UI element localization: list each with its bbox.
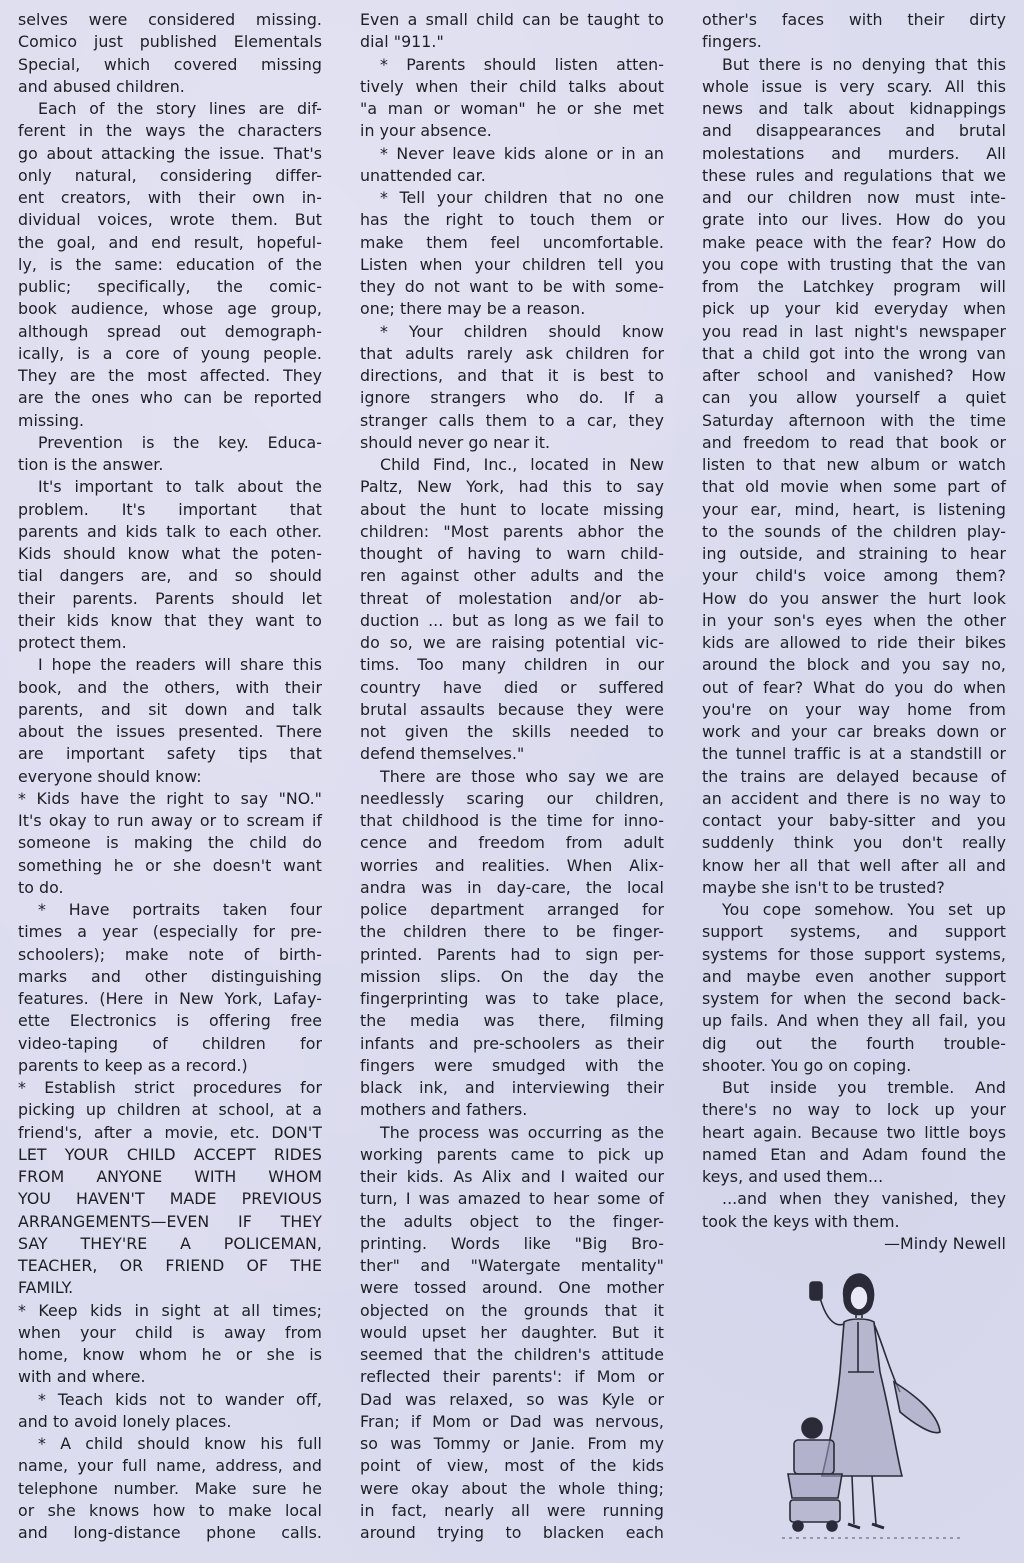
text-line: shooter. You go on coping. xyxy=(702,1055,912,1075)
text-line: parents to keep as a record.) xyxy=(18,1055,248,1075)
text-line: were tossed around. One mother xyxy=(360,1278,664,1298)
text-line: book audience, whose age group, xyxy=(18,299,322,319)
text-line: tial dangers are, and so should xyxy=(18,566,322,586)
text-line: reflected their parents': if Mom or xyxy=(360,1367,664,1387)
text-line: telephone number. Make sure he xyxy=(18,1478,322,1498)
text-line: marks and other distinguishing xyxy=(18,966,322,986)
text-line: about the issues presented. There xyxy=(18,722,322,741)
text-line: YOU HAVEN'T MADE PREVIOUS xyxy=(18,1189,322,1209)
text-line: I hope the readers will share this xyxy=(38,655,322,675)
text-line: heart again. Because two little boys xyxy=(702,1122,1006,1142)
text-line: parents and kids talk to each other. xyxy=(18,521,322,541)
text-line: named Etan and Adam found the xyxy=(702,1144,1006,1164)
text-line: tion is the answer. xyxy=(18,455,164,474)
text-line: grate into our lives. How do you xyxy=(702,210,1006,230)
text-line: Child Find, Inc., located in New xyxy=(380,455,664,474)
text-line: needlessly scaring our children, xyxy=(360,788,664,808)
text-line: The process was occurring as the xyxy=(380,1122,664,1142)
text-line: * Have portraits taken four xyxy=(38,900,322,919)
text-line: and long-distance phone calls. xyxy=(18,1523,322,1542)
text-line: infants and pre-schoolers as their xyxy=(360,1033,664,1053)
text-line: your ear, mind, heart, is listening xyxy=(702,499,1006,519)
text-line: You cope somehow. You set up xyxy=(722,900,1006,919)
text-line: Saturday afternoon with the time xyxy=(702,410,1006,430)
text-line: LET YOUR CHILD ACCEPT RIDES xyxy=(18,1144,322,1164)
text-line: out of fear? What do you do when xyxy=(702,677,1006,697)
text-line: that a child got into the wrong van xyxy=(702,343,1006,363)
text-line: * Parents should listen atten- xyxy=(380,54,664,74)
text-line: But inside you tremble. And xyxy=(722,1078,1006,1097)
text-line: only natural, considering differ- xyxy=(18,165,322,185)
text-column-3 xyxy=(702,9,1006,1255)
text-line: would upset her daughter. But it xyxy=(360,1322,664,1342)
text-line: the children there to be finger- xyxy=(360,922,664,942)
text-line: name, your full name, address, and xyxy=(18,1456,322,1476)
text-line: Fran; if Mom or Dad was nervous, xyxy=(360,1411,664,1431)
text-line: one; there may be a reason. xyxy=(360,299,586,319)
text-line: objected on the grounds that it xyxy=(360,1300,664,1320)
text-line: were okay about the whole thing; xyxy=(360,1478,664,1498)
text-line: or she knows how to make local xyxy=(18,1500,322,1520)
text-line: printed. Parents had to sign per- xyxy=(360,944,664,964)
column-3-lines xyxy=(702,9,1006,1233)
text-line: * Teach kids not to wander off, xyxy=(38,1389,322,1409)
text-line: threat of molestation and/or ab- xyxy=(360,588,664,608)
text-line: systems for those support systems, xyxy=(702,944,1006,964)
text-line: whole issue is very scary. All this xyxy=(702,76,1006,96)
text-line: brutal assaults because they were xyxy=(360,699,664,719)
text-line: public; specifically, the comic- xyxy=(18,277,322,296)
text-line: tims. Too many children in our xyxy=(360,655,664,675)
text-line: black ink, and interviewing their xyxy=(360,1078,664,1097)
text-line: ette Electronics is offering free xyxy=(18,1011,322,1031)
text-line: make peace with the fear? How do xyxy=(702,232,1006,252)
text-line: molestations and murders. All xyxy=(702,143,1006,163)
text-line: ren against other adults and the xyxy=(360,566,664,586)
text-line: Even a small child can be taught to xyxy=(360,10,664,29)
text-line: andra was in day-care, the local xyxy=(360,877,664,897)
text-line: work and your car breaks down or xyxy=(702,722,1006,741)
text-line: you cope with trusting that the van xyxy=(702,254,1006,274)
text-line: that childhood is the time for inno- xyxy=(360,811,664,830)
text-line: go about attacking the issue. That's xyxy=(18,143,322,163)
text-line: seemed that the children's attitude xyxy=(360,1345,664,1364)
text-line: ther" and "Watergate mentality" xyxy=(360,1256,664,1275)
text-line: to do. xyxy=(18,877,64,897)
text-line: and disappearances and brutal xyxy=(702,121,1006,141)
text-line: in fact, nearly all were running xyxy=(360,1500,664,1520)
text-line: fingerprinting was to take place, xyxy=(360,989,664,1008)
text-line: Prevention is the key. Educa- xyxy=(38,432,322,452)
text-line: FAMILY. xyxy=(18,1278,74,1298)
text-line: kids are allowed to ride their bikes xyxy=(702,633,1006,652)
text-line: Dad was relaxed, so was Kyle or xyxy=(360,1389,664,1409)
text-line: around trying to blacken each xyxy=(360,1523,664,1542)
text-line: after school and vanished? How xyxy=(702,366,1006,385)
text-line: are important safety tips that xyxy=(18,744,322,764)
text-line: ignore strangers who do. If a xyxy=(360,388,664,408)
text-line: home, know whom he or she is xyxy=(18,1345,322,1364)
text-line: problem. It's important that xyxy=(18,499,322,519)
text-line: with and where. xyxy=(18,1367,146,1387)
text-line: their kids know that they want to xyxy=(18,610,322,630)
text-line: know her all that well after all and xyxy=(702,855,1006,875)
text-line: around the block and you say no, xyxy=(702,655,1006,675)
text-line: should never go near it. xyxy=(360,432,551,452)
text-line: cence and freedom from adult xyxy=(360,833,664,853)
text-line: mothers and fathers. xyxy=(360,1100,528,1120)
text-line: directions, and that it is best to xyxy=(360,366,664,385)
text-line: fingers. xyxy=(702,32,762,52)
text-line: Listen when your children tell you xyxy=(360,254,664,274)
text-line: ferent in the ways the characters xyxy=(18,121,322,141)
text-line: and abused children. xyxy=(18,76,185,96)
text-line: ing outside, and straining to hear xyxy=(702,544,1006,563)
text-line: an accident and there is no way to xyxy=(702,788,1006,808)
text-line: not given the skills needed to xyxy=(360,722,664,741)
text-line: It's okay to run away or to scream if xyxy=(18,811,322,830)
text-line: * Tell your children that no one xyxy=(380,188,664,207)
text-line: book, and the others, with their xyxy=(18,677,322,697)
text-line: mission slips. On the day the xyxy=(360,966,664,986)
text-line: But there is no denying that this xyxy=(722,54,1006,74)
text-line: to the sounds of the children play- xyxy=(702,521,1006,541)
text-line: about the hunt to locate missing xyxy=(360,499,664,519)
text-line: ...and when they vanished, they xyxy=(722,1189,1006,1209)
text-line: other's faces with their dirty xyxy=(702,10,1006,29)
text-line: are the ones who can be reported xyxy=(18,388,322,408)
text-column-2 xyxy=(360,9,664,1544)
text-line: tively when their child talks about xyxy=(360,76,664,96)
text-line: listen to that new album or watch xyxy=(702,455,1006,474)
text-line: up fails. And when they all fail, you xyxy=(702,1011,1006,1031)
text-line: fingers were smudged with the xyxy=(360,1055,664,1075)
text-line: printing. Words like "Big Bro- xyxy=(360,1233,664,1253)
text-line: Each of the story lines are dif- xyxy=(38,99,322,118)
text-line: * A child should know his full xyxy=(38,1434,322,1453)
text-line: ically, is a core of young people. xyxy=(18,343,322,363)
text-line: children: "Most parents abhor the xyxy=(360,521,664,541)
text-line: the tunnel traffic is at a standstill or xyxy=(702,744,1006,764)
text-line: * Your children should know xyxy=(380,321,664,341)
text-line: They are the most affected. They xyxy=(18,366,322,385)
text-line: police department arranged for xyxy=(360,900,664,919)
text-line: friend's, after a movie, etc. DON'T xyxy=(18,1122,322,1142)
text-line: times a year (especially for pre- xyxy=(18,922,322,942)
author-signature: —Mindy Newell xyxy=(884,1233,1006,1253)
text-line: point of view, most of the kids xyxy=(360,1456,664,1476)
text-line: Comico just published Elementals xyxy=(18,32,322,52)
text-line: country have died or suffered xyxy=(360,677,664,697)
text-line: so was Tommy or Janie. From my xyxy=(360,1434,664,1453)
text-line: * Kids have the right to say "NO." xyxy=(18,788,322,808)
text-line: your child's voice among them? xyxy=(702,566,1006,586)
text-line: make them feel uncomfortable. xyxy=(360,232,664,252)
text-line: although spread out demograph- xyxy=(18,321,322,341)
text-line: dial "911." xyxy=(360,32,444,52)
text-column-1 xyxy=(18,9,322,1544)
text-line: everyone should know: xyxy=(18,766,202,786)
text-line: support systems, and support xyxy=(702,922,1006,942)
text-line: pick up your kid everyday when xyxy=(702,299,1006,319)
text-line: do so, we are raising potential vic- xyxy=(360,633,664,652)
text-line: the goal, and end result, hopeful- xyxy=(18,232,322,252)
text-line: the media was there, filming xyxy=(360,1011,664,1031)
text-line: and freedom to read that book or xyxy=(702,432,1006,452)
text-line: you read in last night's newspaper xyxy=(702,321,1006,341)
text-line: missing. xyxy=(18,410,85,430)
text-line: dig out the fourth trouble- xyxy=(702,1033,1006,1053)
text-line: has the right to touch them or xyxy=(360,210,664,230)
text-line: suddenly think you don't really xyxy=(702,833,1006,853)
text-line: video-taping of children for xyxy=(18,1033,322,1053)
text-line: SAY THEY'RE A POLICEMAN, xyxy=(18,1233,322,1253)
text-line: these rules and regulations that we xyxy=(702,165,1006,185)
text-line: they do not want to be with some- xyxy=(360,277,664,296)
text-line: features. (Here in New York, Lafay- xyxy=(18,989,322,1008)
text-line: and maybe even another support xyxy=(702,966,1006,986)
text-line: schoolers); make note of birth- xyxy=(18,944,322,964)
text-line: and our children now must inte- xyxy=(702,188,1006,207)
text-line: protect them. xyxy=(18,633,127,652)
text-line: something he or she doesn't want xyxy=(18,855,322,875)
text-line: there's no way to lock up your xyxy=(702,1100,1006,1120)
text-line: * Keep kids in sight at all times; xyxy=(18,1300,322,1320)
text-line: in your absence. xyxy=(360,121,492,141)
text-line: It's important to talk about the xyxy=(38,477,322,497)
text-line: system for when the second back- xyxy=(702,989,1006,1008)
text-line: FROM ANYONE WITH WHOM xyxy=(18,1167,322,1186)
text-line: Paltz, New York, had this to say xyxy=(360,477,664,497)
text-line: duction ... but as long as we fail to xyxy=(360,610,664,630)
text-line: "a man or woman" he or she met xyxy=(360,99,664,118)
text-line: when your child is away from xyxy=(18,1322,322,1342)
text-line: worries and realities. When Alix- xyxy=(360,855,664,875)
text-line: contact your baby-sitter and you xyxy=(702,811,1006,830)
text-line: the trains are delayed because of xyxy=(702,766,1006,786)
text-line: * Never leave kids alone or in an xyxy=(380,143,664,163)
text-line: in your son's eyes when the other xyxy=(702,610,1006,630)
text-line: their kids. As Alix and I waited our xyxy=(360,1167,664,1186)
text-line: maybe she isn't to be trusted? xyxy=(702,877,945,897)
text-line: dividual voices, wrote them. But xyxy=(18,210,322,230)
woman-with-suitcase-and-child-illustration xyxy=(782,1262,962,1554)
text-line: their parents. Parents should let xyxy=(18,588,322,608)
text-line: There are those who say we are xyxy=(380,766,664,786)
text-line: picking up children at school, at a xyxy=(18,1100,322,1120)
text-line: the adults object to the finger- xyxy=(360,1211,664,1231)
text-line: working parents came to pick up xyxy=(360,1144,664,1164)
text-line: TEACHER, OR FRIEND OF THE xyxy=(18,1256,322,1275)
text-line: ent creators, with their own in- xyxy=(18,188,322,207)
text-line: How do you answer the hurt look xyxy=(702,588,1006,608)
text-line: ly, is the same: education of the xyxy=(18,254,322,274)
text-line: stranger calls them to a car, they xyxy=(360,410,664,430)
text-line: can you allow yourself a quiet xyxy=(702,388,1006,408)
text-line: keys, and used them... xyxy=(702,1167,884,1186)
text-line: from the Latchkey program will xyxy=(702,277,1006,296)
text-line: Kids should know what the poten- xyxy=(18,544,322,563)
text-line: and to avoid lonely places. xyxy=(18,1411,232,1431)
text-line: that adults rarely ask children for xyxy=(360,343,664,363)
text-line: that old movie when some part of xyxy=(702,477,1006,497)
text-line: someone is making the child do xyxy=(18,833,322,853)
text-line: * Establish strict procedures for xyxy=(18,1078,322,1097)
text-line: you're on your way home from xyxy=(702,699,1006,719)
text-line: selves were considered missing. xyxy=(18,10,322,29)
text-line: unattended car. xyxy=(360,165,486,185)
text-line: defend themselves." xyxy=(360,744,525,764)
text-line: Special, which covered missing xyxy=(18,54,322,74)
text-line: took the keys with them. xyxy=(702,1211,900,1231)
text-line: parents, and sit down and talk xyxy=(18,699,322,719)
text-line: news and talk about kidnappings xyxy=(702,99,1006,118)
text-line: thought of having to warn child- xyxy=(360,544,664,563)
text-line: ARRANGEMENTS—EVEN IF THEY xyxy=(18,1211,322,1231)
text-line: turn, I was amazed to hear some of xyxy=(360,1189,664,1209)
